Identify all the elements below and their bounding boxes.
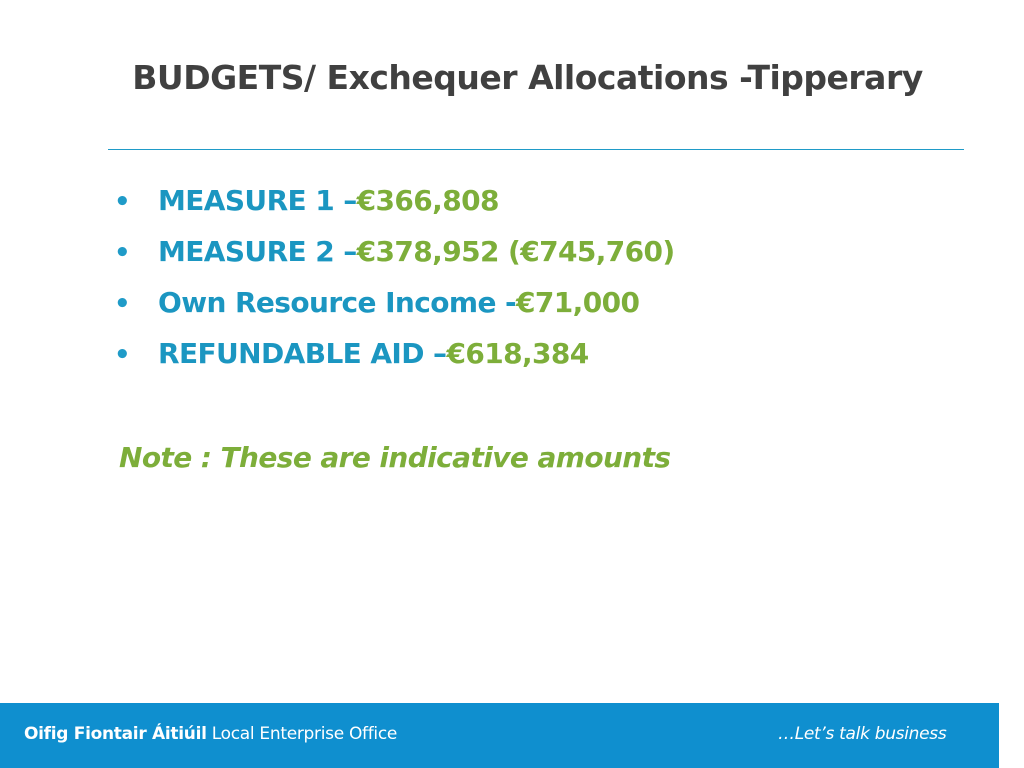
budget-item-amount: €71,000 [516,286,640,319]
bullet-marker: • [114,340,131,370]
footer-organization [24,724,397,744]
slide-title: BUDGETS/ Exchequer Allocations -Tipperary [132,58,923,97]
budget-item-label: REFUNDABLE AID – [158,337,447,370]
footer-tagline: …Let’s talk business [778,724,947,744]
budget-item-label: MEASURE 1 – [158,184,357,217]
title-divider [108,149,964,150]
budget-item-refundable-aid [114,337,675,388]
bullet-marker: • [114,238,131,268]
budget-item-label: MEASURE 2 – [158,235,357,268]
budget-item-measure-1 [114,184,675,235]
budget-item-measure-2 [114,235,675,286]
budget-item-own-resource-income [114,286,675,337]
budget-item-label: Own Resource Income - [158,286,517,319]
org-name-english: Local Enterprise Office [211,724,398,744]
bullet-marker: • [114,187,131,217]
footer-banner [0,703,999,768]
budget-item-amount: €618,384 [446,337,589,370]
org-name-irish: Oifig Fiontair Áitiúil [24,724,207,744]
bullet-marker: • [114,289,131,319]
budget-item-amount: €366,808 [356,184,499,217]
budget-list [114,184,675,388]
indicative-note: Note : These are indicative amounts [119,441,671,474]
budget-item-amount: €378,952 (€745,760) [356,235,675,268]
